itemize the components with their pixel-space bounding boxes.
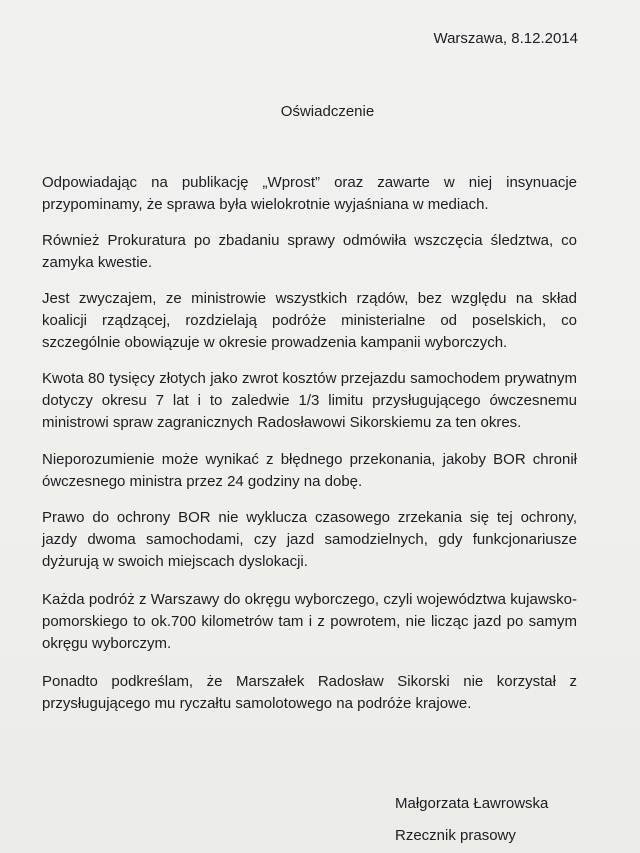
document-title: Oświadczenie bbox=[280, 103, 375, 120]
statement-body bbox=[42, 172, 577, 730]
paragraph-wprost-response: Odpowiadając na publikację „Wprost” oraz zawarte w niej insynuacje przypominamy, że sprawa była wielokrotnie wyjaśniana w mediach. bbox=[42, 174, 577, 213]
paragraph-constituency-trips: Każda podróż z Warszawy do okręgu wyborczego, czyli województwa kujawsko-pomorskiego to ok.700 kilometrów tam i z powrotem, nie licząc jazd po samym okręgu wyborczym. bbox=[42, 591, 577, 652]
signatory-role: Rzecznik prasowy bbox=[395, 827, 516, 844]
paragraph-bor-misunderstanding: Nieporozumienie może wynikać z błędnego przekonania, jakoby BOR chronił ówczesnego ministra przez 24 godziny na dobę. bbox=[42, 451, 577, 490]
place-date: Warszawa, 8.12.2014 bbox=[433, 30, 578, 47]
paragraph-prosecution: Również Prokuratura po zbadaniu sprawy odmówiła wszczęcia śledztwa, co zamyka kwestie. bbox=[42, 232, 577, 271]
paragraph-ministerial-trips: Jest zwyczajem, ze ministrowie wszystkich rządów, bez względu na skład koalicji rządzącej, rozdzielają podróże ministerialne od poselskich, co szczególnie obowiązuje w okresie prowadzenia kampanii wyborczych. bbox=[42, 290, 577, 351]
signatory-name: Małgorzata Ławrowska bbox=[395, 795, 549, 812]
paragraph-refund-amount: Kwota 80 tysięcy złotych jako zwrot kosztów przejazdu samochodem prywatnym dotyczy okresu 7 lat i to zaledwie 1/3 limitu przysługującego ówczesnemu ministrowi spraw zagranicznych Radosławowi Sikorskiemu za ten okres. bbox=[42, 370, 577, 431]
paragraph-flight-allowance: Ponadto podkreślam, że Marszałek Radosław Sikorski nie korzystał z przysługującego mu ryczałtu samolotowego na podróże krajowe. bbox=[42, 673, 577, 712]
signature-block bbox=[395, 788, 548, 852]
paragraph-bor-protection: Prawo do ochrony BOR nie wyklucza czasowego zrzekania się tej ochrony, jazdy dwoma samochodami, czy jazd samodzielnych, gdy funkcjonariusze dyżurują w swoich miejscach dyslokacji. bbox=[42, 509, 577, 570]
